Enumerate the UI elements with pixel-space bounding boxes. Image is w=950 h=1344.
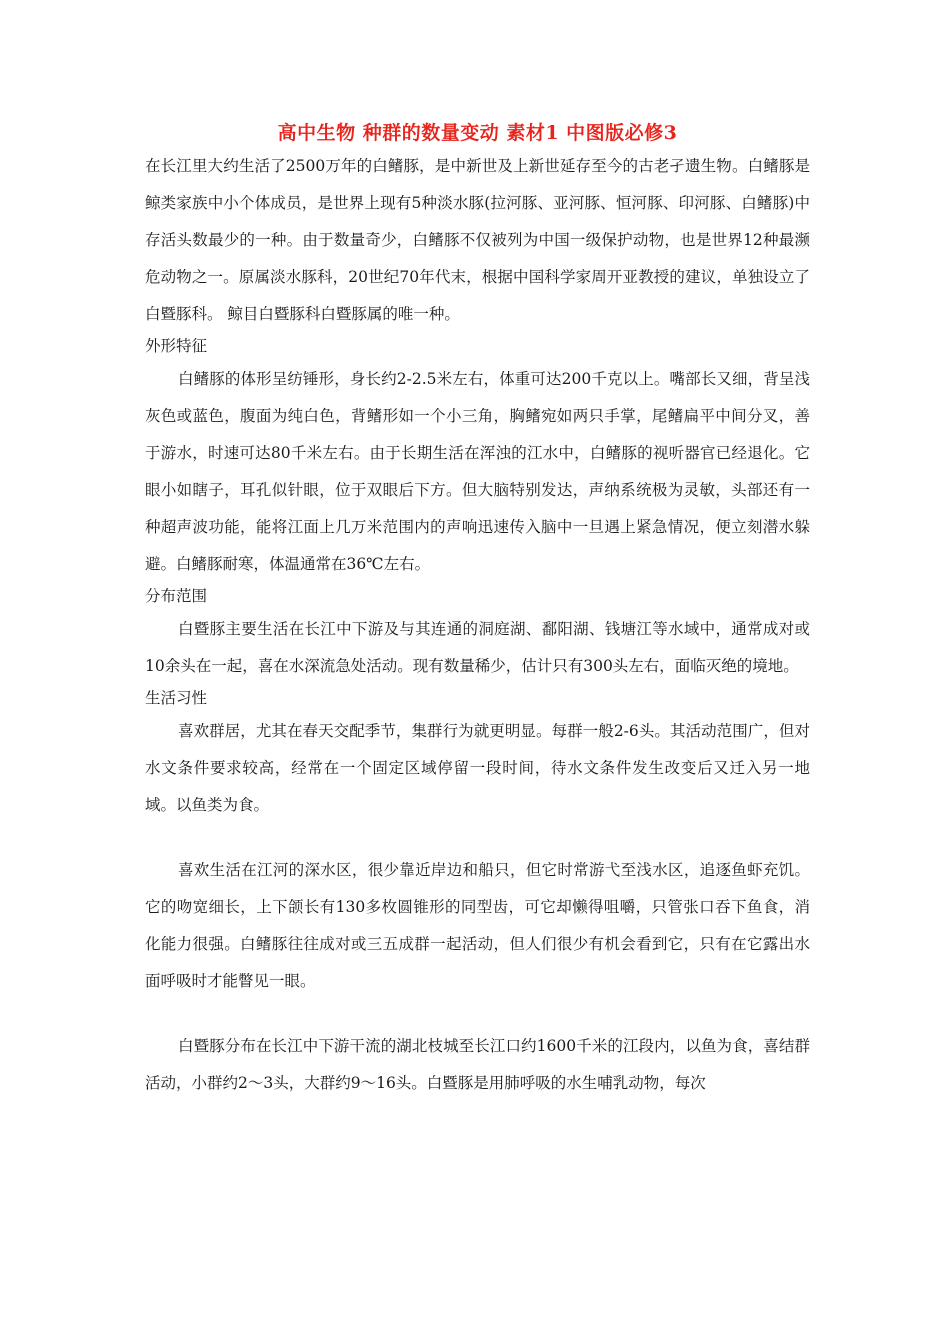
section-paragraph: 白鳍豚的体形呈纺锤形，身长约2-2.5米左右，体重可达200千克以上。嘴部长又细，背呈浅灰色或蓝色，腹面为纯白色，背鳍形如一个小三角，胸鳍宛如两只手掌，尾鳍扁平中间分叉，善于游水，时速可达80千米左右。由于长期生活在浑浊的江水中，白鳍豚的视听器官已经退化。它眼小如瞎子，耳孔似针眼，位于双眼后下方。但大脑特别发达，声纳系统极为灵敏，头部还有一种超声波功能，能将江面上几万米范围内的声响迅速传入脑中一旦遇上紧急情况，便立刻潜水躲避。白鳍豚耐寒，体温通常在36℃左右。: [145, 370, 810, 573]
section-heading: 外形特征: [145, 337, 208, 355]
document-title: 高中生物 种群的数量变动 素材1 中图版必修3: [277, 122, 678, 144]
document-page: [145, 120, 810, 1102]
section-appearance: [145, 333, 810, 583]
section-paragraph: 白暨豚主要生活在长江中下游及与其连通的洞庭湖、鄱阳湖、钱塘江等水域中，通常成对或10余头在一起，喜在水深流急处活动。现有数量稀少，估计只有300头左右，面临灭绝的境地。: [145, 620, 810, 675]
body-paragraph: 白暨豚分布在长江中下游干流的湖北枝城至长江口约1600千米的江段内，以鱼为食，喜结群活动，小群约2～3头，大群约9～16头。白暨豚是用肺呼吸的水生哺乳动物，每次: [145, 1037, 810, 1092]
section-heading: 分布范围: [145, 587, 208, 605]
section-paragraph: 喜欢群居，尤其在春天交配季节，集群行为就更明显。每群一般2-6头。其活动范围广，但对水文条件要求较高，经常在一个固定区域停留一段时间，待水文条件发生改变后又迁入另一地域。以鱼类为食。: [145, 722, 810, 814]
body-paragraph: 喜欢生活在江河的深水区，很少靠近岸边和船只，但它时常游弋至浅水区，追逐鱼虾充饥。它的吻宽细长，上下颌长有130多枚圆锥形的同型齿，可它却懒得咀嚼，只管张口吞下鱼食，消化能力很强。白鳍豚往往成对或三五成群一起活动，但人们很少有机会看到它，只有在它露出水面呼吸时才能瞥见一眼。: [145, 861, 810, 990]
intro-paragraph: 在长江里大约生活了2500万年的白鳍豚，是中新世及上新世延存至今的古老孑遗生物。白鳍豚是鲸类家族中小个体成员，是世界上现有5种淡水豚(拉河豚、亚河豚、恒河豚、印河豚、白鳍豚)中存活头数最少的一种。由于数量奇少，白鳍豚不仅被列为中国一级保护动物，也是世界12种最濒危动物之一。原属淡水豚科，20世纪70年代末，根据中国科学家周开亚教授的建议，单独设立了白暨豚科。 鲸目白暨豚科白暨豚属的唯一种。: [145, 157, 810, 323]
paragraph-gap: [145, 1000, 810, 1028]
section-heading: 生活习性: [145, 689, 208, 707]
paragraph-gap: [145, 824, 810, 852]
section-distribution: [145, 583, 810, 685]
section-habits: [145, 685, 810, 824]
